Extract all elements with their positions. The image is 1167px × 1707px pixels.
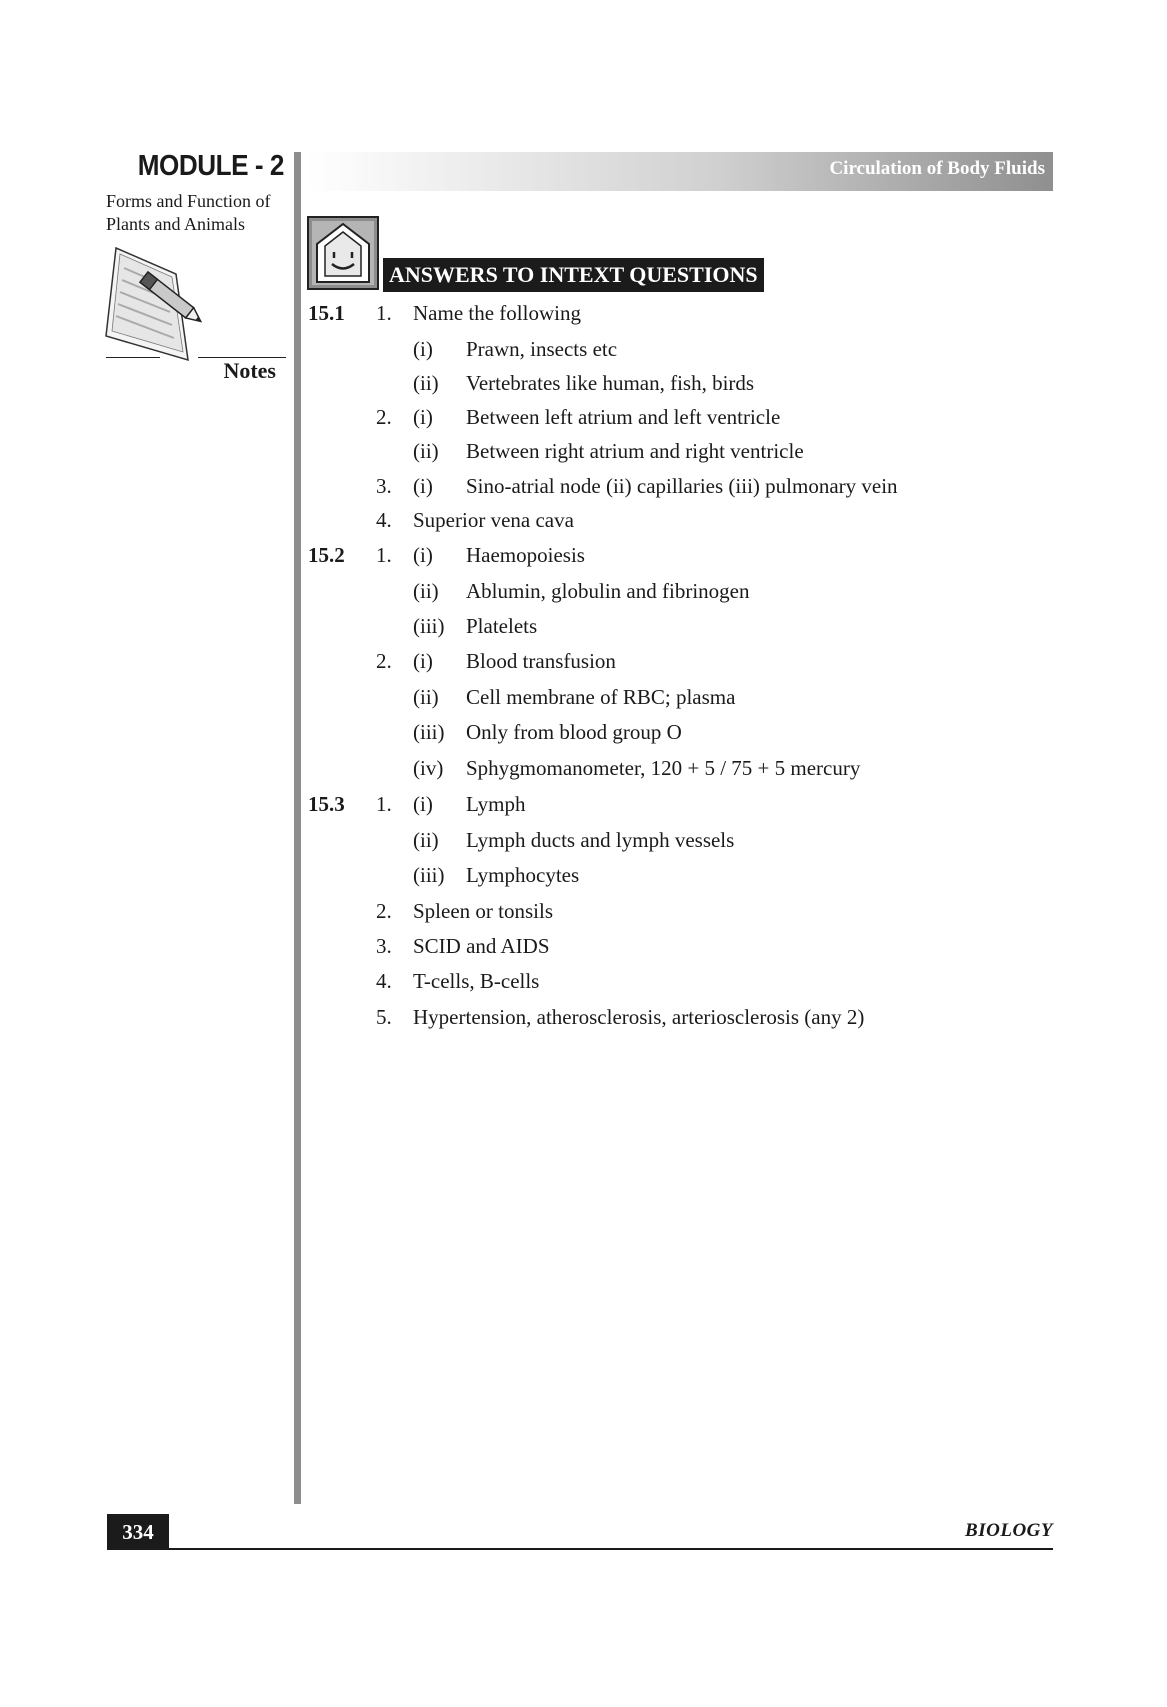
answer-row xyxy=(0,789,1167,819)
answer-row xyxy=(0,825,1167,855)
smiley-house-icon xyxy=(307,216,379,290)
question-number: 1. xyxy=(376,543,392,567)
answer-row xyxy=(0,717,1167,747)
answer-row xyxy=(0,682,1167,712)
answer-row xyxy=(0,298,1167,328)
answer-text: Haemopoiesis xyxy=(466,543,585,567)
answer-text: Blood transfusion xyxy=(466,649,616,673)
question-number: 1. xyxy=(376,792,392,816)
answer-text: Prawn, insects etc xyxy=(466,337,618,361)
sub-item-label: (i) xyxy=(413,649,433,673)
answer-row xyxy=(0,368,1167,398)
answer-text: Lymph xyxy=(466,792,526,816)
question-number: 3. xyxy=(376,474,392,498)
answer-text: T-cells, B-cells xyxy=(413,969,540,993)
module-subtitle xyxy=(106,190,296,236)
answer-row xyxy=(0,753,1167,783)
answer-text: Superior vena cava xyxy=(413,508,574,532)
section-number: 15.2 xyxy=(308,543,345,567)
sub-item-label: (i) xyxy=(413,405,433,429)
chapter-title: Circulation of Body Fluids xyxy=(829,158,1045,179)
sub-item-label: (iv) xyxy=(413,756,444,780)
answer-text: Spleen or tonsils xyxy=(413,899,553,923)
sub-item-label: (i) xyxy=(413,543,433,567)
question-number: 5. xyxy=(376,1005,392,1029)
section-number: 15.1 xyxy=(308,301,345,325)
question-number: 2. xyxy=(376,405,392,429)
answer-text: Name the following xyxy=(413,301,581,325)
footer-rule xyxy=(169,1548,1053,1550)
answer-text: Lymphocytes xyxy=(466,863,580,887)
module-subtitle-line2: Plants and Animals xyxy=(106,214,245,234)
answer-row xyxy=(0,540,1167,570)
sub-item-label: (iii) xyxy=(413,863,445,887)
sub-item-label: (ii) xyxy=(413,685,439,709)
question-number: 4. xyxy=(376,969,392,993)
answer-text: Lymph ducts and lymph vessels xyxy=(466,828,735,852)
answer-text: Ablumin, globulin and fibrinogen xyxy=(466,579,750,603)
sub-item-label: (i) xyxy=(413,337,433,361)
answer-text: Between right atrium and right ventricle xyxy=(466,439,804,463)
module-title: MODULE - 2 xyxy=(137,150,284,182)
answer-text: Between left atrium and left ventricle xyxy=(466,405,781,429)
answer-text: Cell membrane of RBC; plasma xyxy=(466,685,736,709)
answer-row xyxy=(0,402,1167,432)
question-number: 1. xyxy=(376,301,392,325)
question-number: 2. xyxy=(376,899,392,923)
section-number: 15.3 xyxy=(308,792,345,816)
answer-text: Hypertension, atherosclerosis, arteriosclerosis (any 2) xyxy=(413,1005,865,1029)
question-number: 2. xyxy=(376,649,392,673)
answer-row xyxy=(0,611,1167,641)
answer-row xyxy=(0,896,1167,926)
answers-heading: ANSWERS TO INTEXT QUESTIONS xyxy=(383,258,764,292)
sub-item-label: (iii) xyxy=(413,720,445,744)
footer-subject: BIOLOGY xyxy=(965,1520,1053,1541)
answer-text: Sino-atrial node (ii) capillaries (iii) pulmonary vein xyxy=(466,474,898,498)
notes-label: Notes xyxy=(223,358,276,383)
answer-row xyxy=(0,576,1167,606)
sub-item-label: (iii) xyxy=(413,614,445,638)
answer-row xyxy=(0,860,1167,890)
sub-item-label: (ii) xyxy=(413,439,439,463)
answer-row xyxy=(0,646,1167,676)
answer-text: Vertebrates like human, fish, birds xyxy=(466,371,755,395)
answer-row xyxy=(0,505,1167,535)
page-number: 334 xyxy=(107,1514,169,1550)
answer-row xyxy=(0,1002,1167,1032)
answer-row xyxy=(0,436,1167,466)
answer-row xyxy=(0,966,1167,996)
answer-text: Only from blood group O xyxy=(466,720,682,744)
module-subtitle-line1: Forms and Function of xyxy=(106,191,271,211)
sub-item-label: (i) xyxy=(413,792,433,816)
sub-item-label: (i) xyxy=(413,474,433,498)
sub-item-label: (ii) xyxy=(413,828,439,852)
answer-row xyxy=(0,334,1167,364)
chapter-header-band xyxy=(307,152,1053,191)
sub-item-label: (ii) xyxy=(413,371,439,395)
answer-text: Sphygmomanometer, 120 + 5 / 75 + 5 mercury xyxy=(466,756,861,780)
question-number: 3. xyxy=(376,934,392,958)
answer-text: Platelets xyxy=(466,614,538,638)
answer-row xyxy=(0,471,1167,501)
sub-item-label: (ii) xyxy=(413,579,439,603)
question-number: 4. xyxy=(376,508,392,532)
answer-row xyxy=(0,931,1167,961)
answer-text: SCID and AIDS xyxy=(413,934,550,958)
